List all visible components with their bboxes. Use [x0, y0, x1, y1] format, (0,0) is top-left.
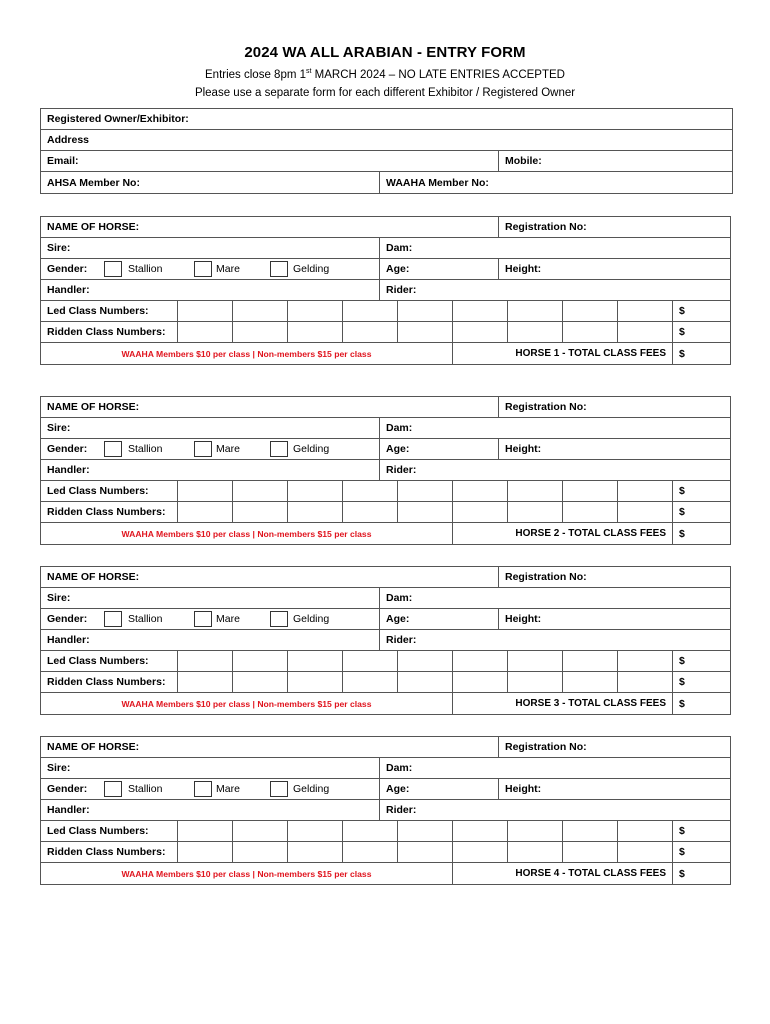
ridden-class-number-input[interactable]: [343, 502, 398, 522]
age-field[interactable]: Age:: [380, 779, 499, 799]
gelding-label: Gelding: [293, 783, 330, 795]
registration-field[interactable]: Registration No:: [505, 571, 587, 583]
led-class-number-input[interactable]: [178, 651, 233, 671]
deadline-superscript: st: [306, 68, 312, 75]
ridden-class-number-input[interactable]: [453, 502, 508, 522]
led-class-number-input[interactable]: [178, 821, 233, 841]
led-class-number-input[interactable]: [398, 651, 453, 671]
deadline-text-post: MARCH 2024 – NO LATE ENTRIES ACCEPTED: [311, 68, 565, 81]
ridden-class-number-input[interactable]: [178, 502, 233, 522]
handler-field[interactable]: Handler:: [41, 280, 380, 300]
stallion-label: Stallion: [128, 613, 163, 625]
fees-note: WAAHA Members $10 per class | Non-members $15 per class: [41, 523, 453, 544]
ridden-class-number-input[interactable]: [563, 502, 618, 522]
gender-label: Gender:: [47, 443, 88, 455]
ridden-class-number-input[interactable]: [563, 322, 618, 342]
led-class-number-input[interactable]: [453, 301, 508, 321]
led-class-number-input[interactable]: [618, 301, 673, 321]
ridden-class-number-input[interactable]: [618, 322, 673, 342]
height-field[interactable]: Height:: [505, 443, 542, 455]
total-fees-label: HORSE 3 - TOTAL CLASS FEES: [453, 693, 673, 714]
ridden-class-number-input[interactable]: [398, 502, 453, 522]
led-class-number-input[interactable]: [453, 821, 508, 841]
ridden-class-number-input[interactable]: [508, 672, 563, 692]
email-field[interactable]: Email:: [41, 151, 499, 171]
stallion-checkbox[interactable]: [104, 261, 122, 277]
form-title: 2024 WA ALL ARABIAN - ENTRY FORM: [244, 44, 526, 61]
ridden-fee-field[interactable]: $: [679, 676, 685, 688]
gender-group: [41, 439, 380, 459]
mare-label: Mare: [216, 263, 240, 275]
waaha-member-field[interactable]: WAAHA Member No:: [386, 176, 489, 189]
gender-group: [41, 609, 380, 629]
sire-field[interactable]: Sire:: [41, 238, 380, 258]
mare-checkbox[interactable]: [194, 781, 212, 797]
ridden-class-number-input[interactable]: [398, 672, 453, 692]
dam-field[interactable]: Dam:: [386, 592, 413, 604]
fees-note: WAAHA Members $10 per class | Non-members $15 per class: [41, 343, 453, 364]
led-class-number-input[interactable]: [343, 651, 398, 671]
instructions-line: Please use a separate form for each different Exhibitor / Registered Owner: [194, 87, 576, 99]
height-field[interactable]: Height:: [505, 783, 542, 795]
ridden-class-label: Ridden Class Numbers:: [41, 502, 178, 522]
led-class-number-input[interactable]: [563, 651, 618, 671]
led-class-number-input[interactable]: [233, 301, 288, 321]
led-class-number-input[interactable]: [233, 651, 288, 671]
horse-section-2: [40, 396, 731, 545]
gender-group: [41, 779, 380, 799]
dam-field[interactable]: Dam:: [386, 762, 413, 774]
height-field[interactable]: Height:: [505, 263, 542, 275]
ridden-class-number-input[interactable]: [233, 322, 288, 342]
ridden-class-number-input[interactable]: [618, 842, 673, 862]
fees-note: WAAHA Members $10 per class | Non-members $15 per class: [41, 863, 453, 884]
ridden-class-number-input[interactable]: [618, 502, 673, 522]
led-class-number-input[interactable]: [343, 481, 398, 501]
led-class-number-input[interactable]: [618, 821, 673, 841]
rider-field[interactable]: Rider:: [386, 284, 417, 296]
led-class-number-input[interactable]: [508, 821, 563, 841]
total-fees-label: HORSE 1 - TOTAL CLASS FEES: [453, 343, 673, 364]
address-field[interactable]: Address: [47, 134, 90, 146]
ridden-class-number-input[interactable]: [233, 502, 288, 522]
led-class-number-input[interactable]: [453, 481, 508, 501]
led-class-number-input[interactable]: [563, 481, 618, 501]
rider-field[interactable]: Rider:: [386, 804, 417, 816]
gelding-checkbox[interactable]: [270, 441, 288, 457]
ridden-class-label: Ridden Class Numbers:: [41, 672, 178, 692]
led-class-number-input[interactable]: [178, 481, 233, 501]
ridden-class-number-input[interactable]: [453, 672, 508, 692]
gender-label: Gender:: [47, 783, 88, 795]
stallion-label: Stallion: [128, 783, 163, 795]
rider-field[interactable]: Rider:: [386, 464, 417, 476]
mare-label: Mare: [216, 443, 240, 455]
led-class-label: Led Class Numbers:: [41, 821, 178, 841]
led-class-number-input[interactable]: [288, 651, 343, 671]
ridden-class-number-input[interactable]: [508, 322, 563, 342]
led-class-number-input[interactable]: [508, 481, 563, 501]
gender-label: Gender:: [47, 613, 88, 625]
registration-field[interactable]: Registration No:: [505, 221, 587, 233]
led-fee-field[interactable]: $: [679, 485, 685, 497]
led-class-label: Led Class Numbers:: [41, 651, 178, 671]
ridden-class-number-input[interactable]: [453, 322, 508, 342]
sire-field[interactable]: Sire:: [41, 418, 380, 438]
led-class-number-input[interactable]: [233, 821, 288, 841]
ridden-fee-field[interactable]: $: [679, 506, 685, 518]
gelding-label: Gelding: [293, 613, 330, 625]
sire-field[interactable]: Sire:: [41, 588, 380, 608]
deadline-text-pre: Entries close 8pm 1: [205, 68, 307, 81]
ridden-class-label: Ridden Class Numbers:: [41, 842, 178, 862]
total-fee-field[interactable]: $: [679, 527, 685, 540]
registration-field[interactable]: Registration No:: [505, 401, 587, 413]
mobile-field[interactable]: Mobile:: [505, 155, 542, 167]
led-class-number-input[interactable]: [233, 481, 288, 501]
led-class-number-input[interactable]: [288, 481, 343, 501]
gelding-label: Gelding: [293, 263, 330, 275]
ridden-class-number-input[interactable]: [233, 672, 288, 692]
led-class-number-input[interactable]: [618, 651, 673, 671]
gelding-checkbox[interactable]: [270, 781, 288, 797]
led-class-number-input[interactable]: [453, 651, 508, 671]
mare-label: Mare: [216, 613, 240, 625]
ridden-class-number-input[interactable]: [178, 842, 233, 862]
handler-field[interactable]: Handler:: [41, 800, 380, 820]
stallion-checkbox[interactable]: [104, 611, 122, 627]
horse-name-field[interactable]: NAME OF HORSE:: [41, 737, 499, 757]
led-class-number-input[interactable]: [398, 301, 453, 321]
registration-field[interactable]: Registration No:: [505, 741, 587, 753]
gender-label: Gender:: [47, 263, 88, 275]
ridden-class-number-input[interactable]: [398, 842, 453, 862]
ridden-class-number-input[interactable]: [343, 322, 398, 342]
horse-section-1: [40, 216, 731, 365]
mare-checkbox[interactable]: [194, 611, 212, 627]
age-field[interactable]: Age:: [380, 439, 499, 459]
ridden-fee-field[interactable]: $: [679, 846, 685, 858]
mare-checkbox[interactable]: [194, 441, 212, 457]
led-class-number-input[interactable]: [398, 481, 453, 501]
horse-name-field[interactable]: NAME OF HORSE:: [41, 567, 499, 587]
rider-field[interactable]: Rider:: [386, 634, 417, 646]
age-field[interactable]: Age:: [380, 259, 499, 279]
mare-checkbox[interactable]: [194, 261, 212, 277]
gelding-label: Gelding: [293, 443, 330, 455]
total-fee-field[interactable]: $: [679, 347, 685, 360]
ridden-class-number-input[interactable]: [508, 842, 563, 862]
led-class-label: Led Class Numbers:: [41, 481, 178, 501]
mare-label: Mare: [216, 783, 240, 795]
led-class-number-input[interactable]: [618, 481, 673, 501]
horse-name-field[interactable]: NAME OF HORSE:: [41, 397, 499, 417]
stallion-checkbox[interactable]: [104, 441, 122, 457]
ridden-class-number-input[interactable]: [178, 322, 233, 342]
horse-section-4: [40, 736, 731, 885]
led-class-number-input[interactable]: [288, 821, 343, 841]
handler-field[interactable]: Handler:: [41, 460, 380, 480]
ridden-class-number-input[interactable]: [343, 672, 398, 692]
owner-section: [40, 108, 733, 194]
led-class-number-input[interactable]: [508, 651, 563, 671]
ridden-class-number-input[interactable]: [288, 672, 343, 692]
ridden-class-number-input[interactable]: [233, 842, 288, 862]
ridden-class-number-input[interactable]: [453, 842, 508, 862]
led-fee-field[interactable]: $: [679, 655, 685, 667]
ridden-class-number-input[interactable]: [343, 842, 398, 862]
registered-owner-field[interactable]: Registered Owner/Exhibitor:: [47, 113, 189, 125]
led-class-number-input[interactable]: [343, 301, 398, 321]
led-class-number-input[interactable]: [563, 821, 618, 841]
ridden-class-number-input[interactable]: [508, 502, 563, 522]
fees-note: WAAHA Members $10 per class | Non-members $15 per class: [41, 693, 453, 714]
age-field[interactable]: Age:: [380, 609, 499, 629]
deadline-line: [0, 68, 770, 81]
sire-field[interactable]: Sire:: [41, 758, 380, 778]
total-fees-label: HORSE 4 - TOTAL CLASS FEES: [453, 863, 673, 884]
ridden-fee-field[interactable]: $: [679, 326, 685, 338]
ridden-class-number-input[interactable]: [563, 672, 618, 692]
stallion-label: Stallion: [128, 263, 163, 275]
ridden-class-number-input[interactable]: [288, 322, 343, 342]
dam-field[interactable]: Dam:: [386, 422, 413, 434]
ridden-class-label: Ridden Class Numbers:: [41, 322, 178, 342]
led-class-number-input[interactable]: [343, 821, 398, 841]
ridden-class-number-input[interactable]: [563, 842, 618, 862]
gelding-checkbox[interactable]: [270, 261, 288, 277]
ridden-class-number-input[interactable]: [398, 322, 453, 342]
led-fee-field[interactable]: $: [679, 825, 685, 837]
total-fee-field[interactable]: $: [679, 867, 685, 880]
led-class-label: Led Class Numbers:: [41, 301, 178, 321]
led-class-number-input[interactable]: [288, 301, 343, 321]
ridden-class-number-input[interactable]: [288, 502, 343, 522]
led-fee-field[interactable]: $: [679, 305, 685, 317]
total-fees-label: HORSE 2 - TOTAL CLASS FEES: [453, 523, 673, 544]
stallion-checkbox[interactable]: [104, 781, 122, 797]
total-fee-field[interactable]: $: [679, 697, 685, 710]
dam-field[interactable]: Dam:: [386, 242, 413, 254]
led-class-number-input[interactable]: [563, 301, 618, 321]
ridden-class-number-input[interactable]: [178, 672, 233, 692]
stallion-label: Stallion: [128, 443, 163, 455]
ahsa-member-field[interactable]: AHSA Member No:: [41, 172, 380, 193]
led-class-number-input[interactable]: [398, 821, 453, 841]
height-field[interactable]: Height:: [505, 613, 542, 625]
ridden-class-number-input[interactable]: [288, 842, 343, 862]
gelding-checkbox[interactable]: [270, 611, 288, 627]
handler-field[interactable]: Handler:: [41, 630, 380, 650]
horse-section-3: [40, 566, 731, 715]
gender-group: [41, 259, 380, 279]
led-class-number-input[interactable]: [508, 301, 563, 321]
led-class-number-input[interactable]: [178, 301, 233, 321]
ridden-class-number-input[interactable]: [618, 672, 673, 692]
horse-name-field[interactable]: NAME OF HORSE:: [41, 217, 499, 237]
